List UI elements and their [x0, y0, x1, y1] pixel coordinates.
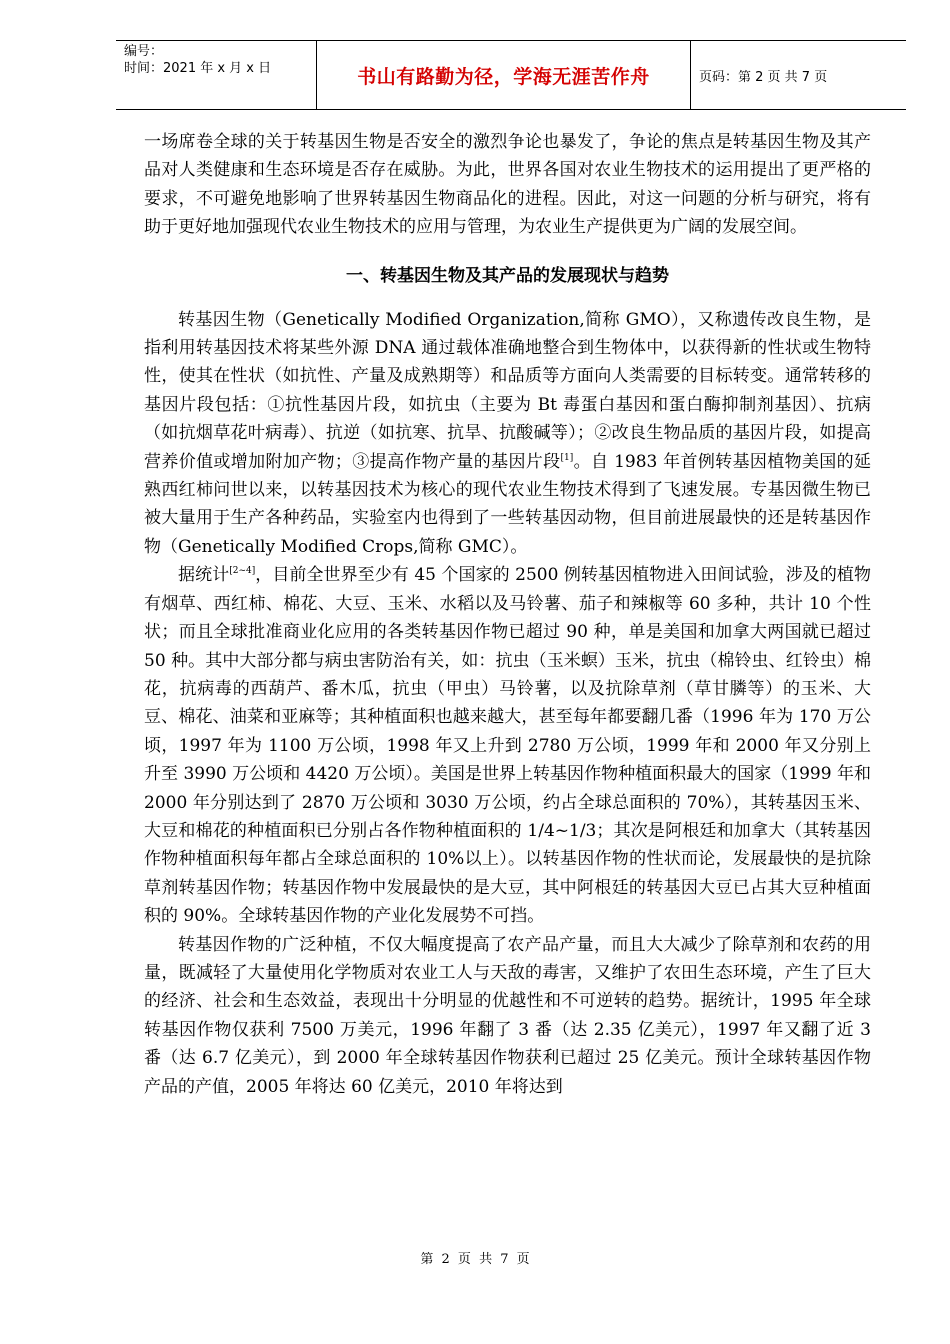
citation-ref: [2~4]	[229, 566, 256, 577]
footer-ye: 页	[516, 1252, 530, 1267]
paragraph-gmo-definition	[144, 306, 871, 562]
paragraph-text: ，目前全世界至少有 45 个国家的 2500 例转基因植物进入田间试验，涉及的植物有烟草、西红柿、棉花、大豆、玉米、水稻以及马铃薯、茄子和辣椒等 60 多种，共计 10 个性状；而且全球批准商业化应用的各类转基因作物已超过 90 种，单是美国和加拿大两国就已超过 50 种。其中大部分都与病虫害防治有关，如：抗虫（玉米螟）玉米，抗虫（棉铃虫、红铃虫）棉花，抗病毒的西葫芦、番木瓜，抗虫（甲虫）马铃薯，以及抗除草剂（草甘膦等）的玉米、大豆、棉花、油菜和亚麻等；其种植面积也越来越大，甚至每年都要翻几番（1996 年为 170 万公顷，1997 年为 1100 万公顷，1998 年又上升到 2780 万公顷，1999 年和 2000 年又分别上升至 3990 万公顷和 4420 万公顷）。美国是世界上转基因作物种植面积最大的国家（1999 年和 2000 年分别达到了 2870 万公顷和 3030 万公顷，约占全球总面积的 70%），其转基因玉米、大豆和棉花的种植面积已分别占各作物种植面积的 1/4~1/3；其次是阿根廷和加拿大（其转基因作物种植面积每年都占全球总面积的 10%以上）。以转基因作物的性状而论，发展最快的是抗除草剂转基因作物；转基因作物中发展最快的是大豆，其中阿根廷的转基因大豆已占其大豆种植面积的 90%。全球转基因作物的产业化发展势不可挡。	[144, 565, 872, 927]
paragraph-statistics	[144, 561, 871, 930]
header-left-cell	[116, 41, 316, 109]
footer-total-pages: 7	[500, 1252, 509, 1267]
header-motto: 书山有路勤为径，学海无涯苦作舟	[316, 41, 691, 109]
document-body	[144, 128, 871, 1101]
paragraph-text: 。自 1983 年首例转基因植物美国的延熟西红柿问世以来，以转基因技术为核心的现代农业生物技术得到了飞速发展。专基因微生物已被大量用于生产各种药品，实验室内也得到了一些转基因动物，但目前进展最快的还是转基因作物（Genetically Modified Crops,简称 GMC）。	[144, 451, 872, 557]
section-heading: 一、转基因生物及其产品的发展现状与趋势	[346, 265, 669, 286]
header-page-info: 页码：第 2 页 共 7 页	[699, 69, 828, 85]
footer-page-number: 2	[441, 1252, 450, 1267]
paragraph-benefits: 转基因作物的广泛种植，不仅大幅度提高了农产品产量，而且大大减少了除草剂和农药的用量，既减轻了大量使用化学物质对农业工人与天敌的毒害，又维护了农田生态环境，产生了巨大的经济、社会和生态效益，表现出十分明显的优越性和不可逆转的趋势。据统计，1995 年全球转基因作物仅获利 7500 万美元，1996 年翻了 3 番（达 2.35 亿美元），1997 年又翻了近 3 番（达 6.7 亿美元），到 2000 年全球转基因作物获利已超过 25 亿美元。预计全球转基因作物产品的产值，2005 年将达 60 亿美元，2010 年将达到	[144, 934, 871, 1097]
page-footer	[0, 1248, 950, 1267]
page-header	[116, 40, 906, 110]
citation-ref: [1]	[560, 452, 574, 463]
footer-gong: 共	[479, 1252, 493, 1267]
doc-time-label: 时间：2021 年 x 月 x 日	[124, 61, 272, 76]
paragraph-continuation: 一场席卷全球的关于转基因生物是否安全的激烈争论也暴发了，争论的焦点是转基因生物及其产品对人类健康和生态环境是否存在威胁。为此，世界各国对农业生物技术的运用提出了更严格的要求，不可避免地影响了世界转基因生物商品化的进程。因此，对这一问题的分析与研究，将有助于更好地加强现代农业生物技术的应用与管理，为农业生产提供更为广阔的发展空间。	[144, 132, 871, 238]
paragraph-text: 据统计	[178, 565, 230, 586]
paragraph-text: 转基因生物（Genetically Modified Organization,简称 GMO），又称遗传改良生物，是指利用转基因技术将某些外源 DNA 通过载体准确地整合到生物体中，以获得新的性状或生物特性，使其在性状（如抗性、产量及成熟期等）和品质等方面向人类需要的目标转变。通常转移的基因片段包括：①抗性基因片段，如抗虫（主要为 Bt 毒蛋白基因和蛋白酶抑制剂基因）、抗病（如抗烟草花叶病毒）、抗逆（如抗寒、抗旱、抗酸碱等）；②改良生物品质的基因片段，如提高营养价值或增加附加产物；③提高作物产量的基因片段	[144, 309, 871, 472]
footer-ye: 页	[457, 1252, 471, 1267]
footer-di: 第	[420, 1252, 434, 1267]
doc-code-label: 编号：	[124, 44, 164, 59]
